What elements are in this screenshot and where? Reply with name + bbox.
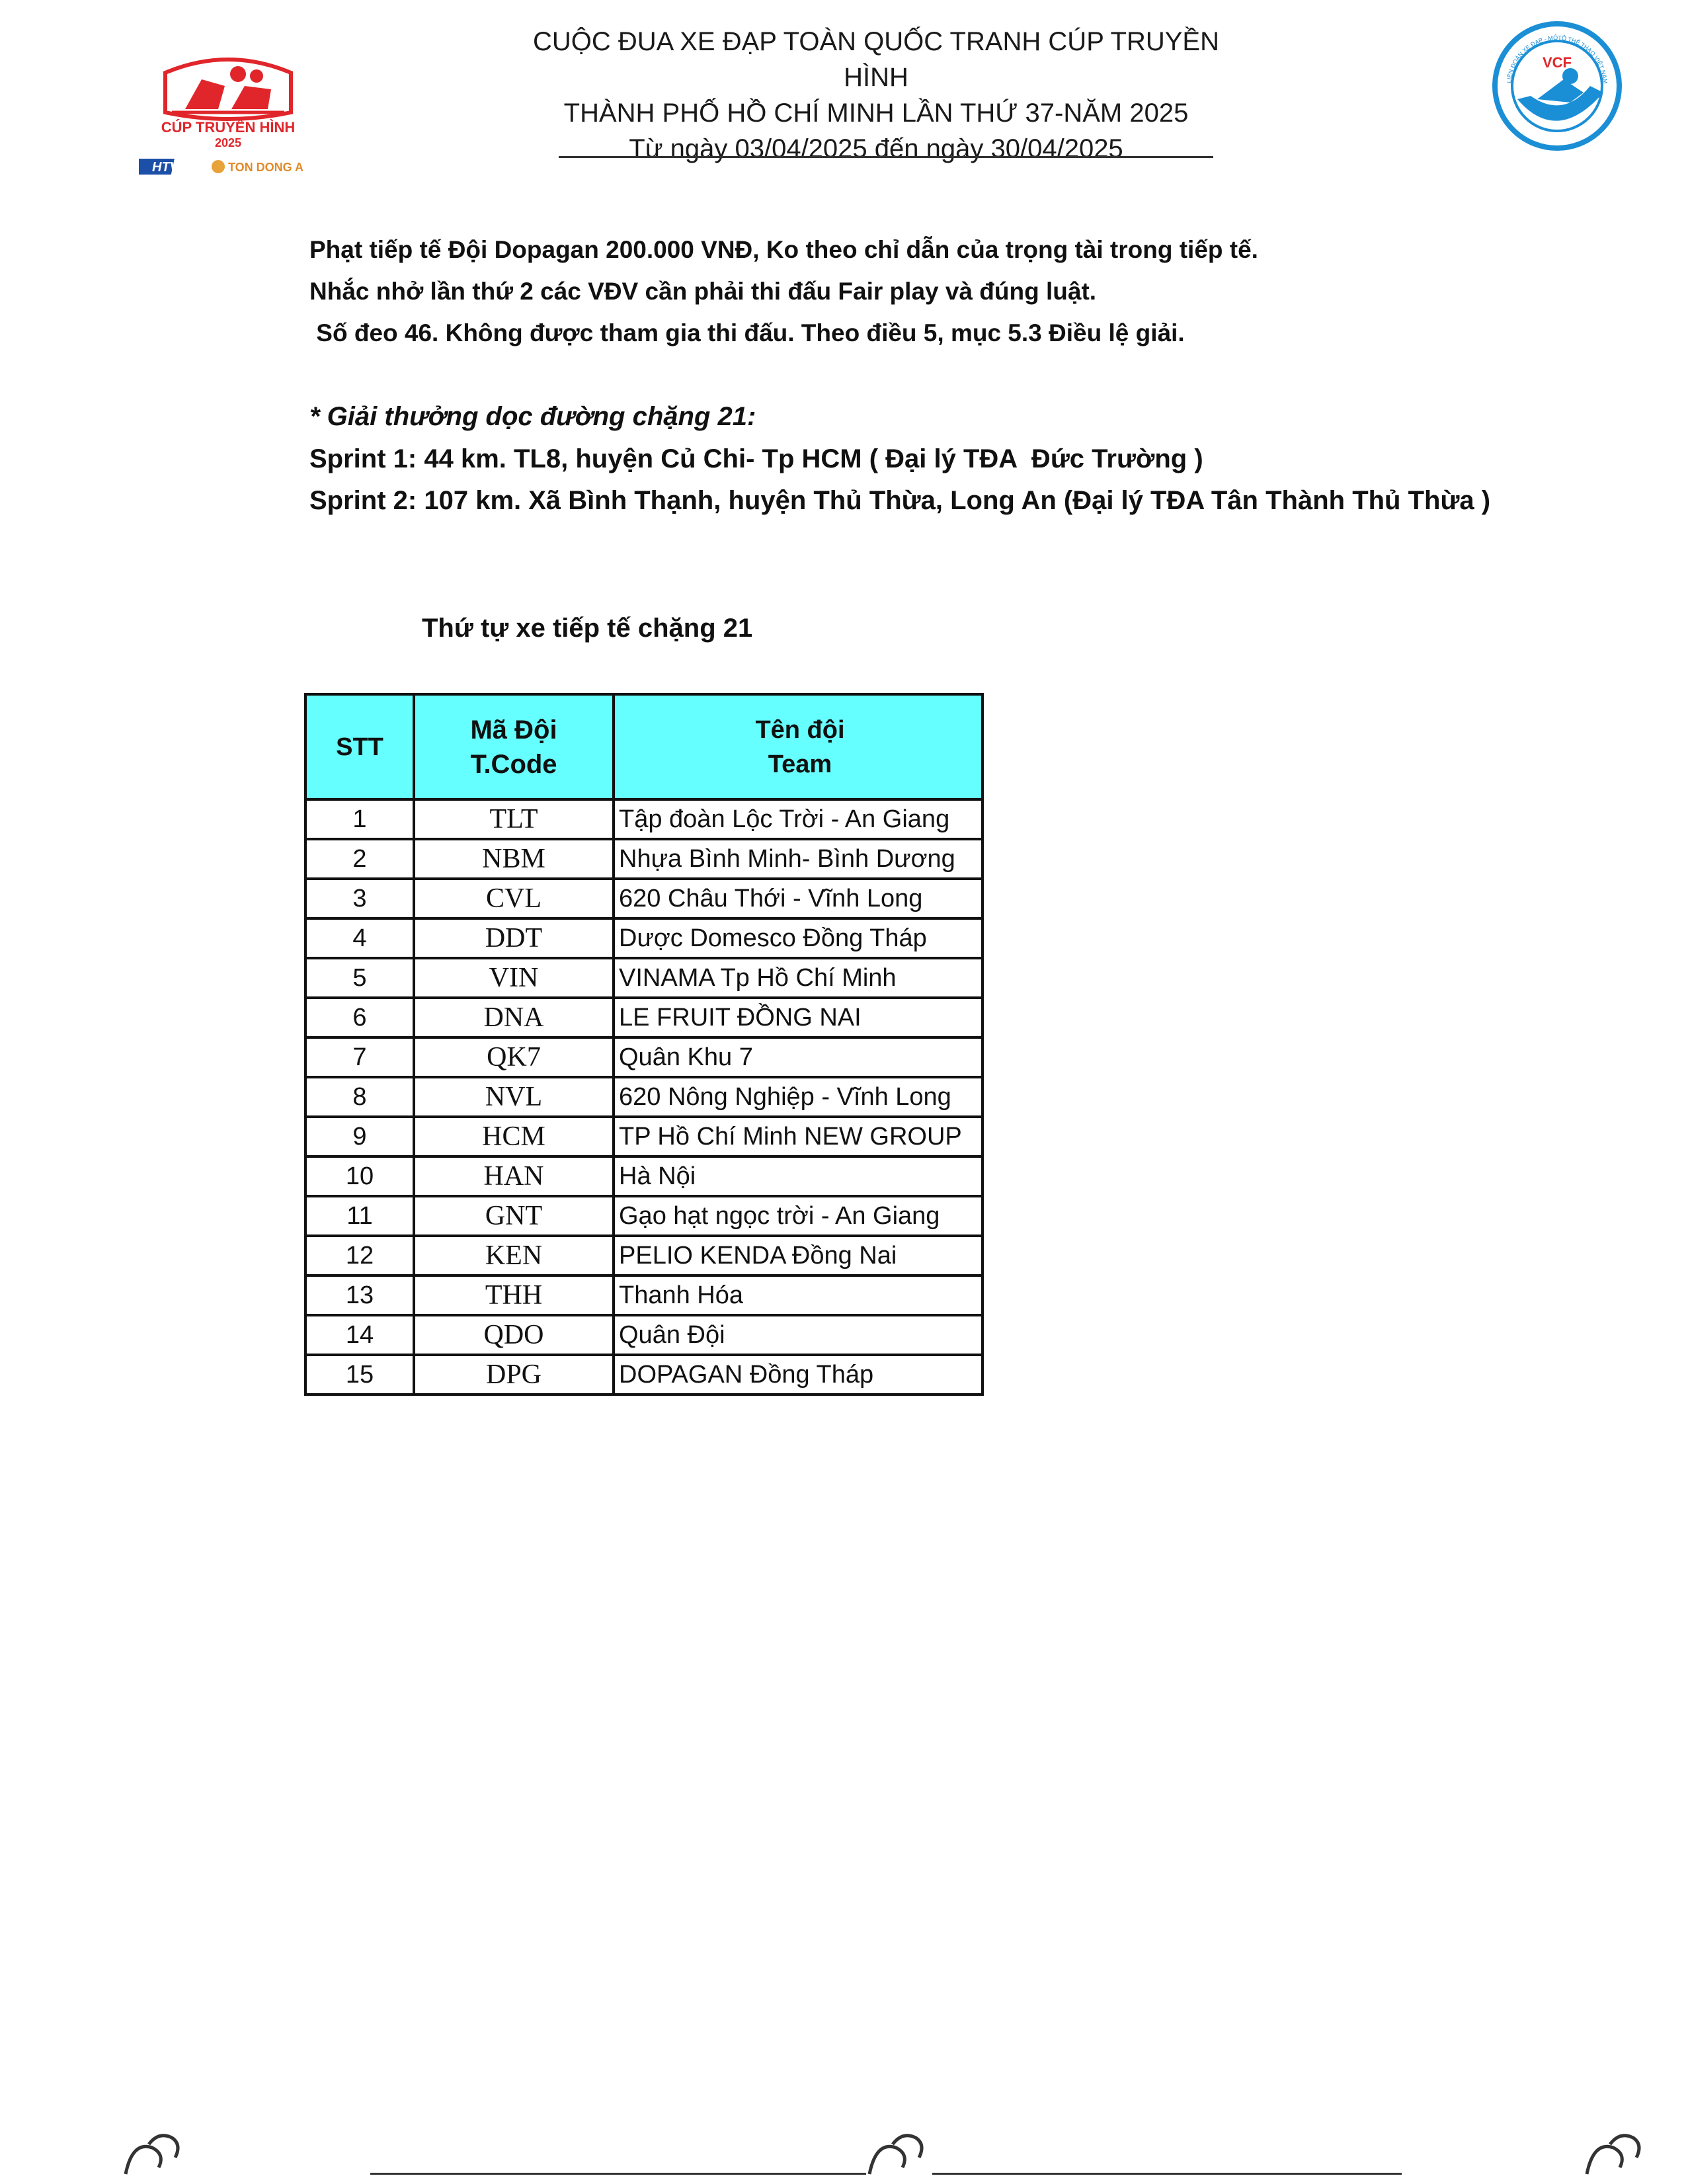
row-stt: 2 <box>305 839 414 879</box>
row-team-code: THH <box>414 1275 614 1315</box>
footer-rule-right <box>932 2173 1402 2175</box>
header-line-2: THÀNH PHỐ HỒ CHÍ MINH LẦN THỨ 37-NĂM 2025 <box>563 99 1189 128</box>
header-line-3: Từ ngày 03/04/2025 đến ngày 30/04/2025 <box>629 134 1123 163</box>
support-order-table <box>304 693 984 1396</box>
notice-bib-46: Số đeo 46. Không được tham gia thi đấu. Theo điều 5, mục 5.3 Điều lệ giải. <box>309 319 1185 346</box>
header-team-code <box>414 694 614 799</box>
header-stt: STT <box>305 694 414 799</box>
table-row <box>305 958 983 998</box>
header-team-name <box>614 694 983 799</box>
htv-logo-text: HTV <box>152 160 179 175</box>
table-row <box>305 839 983 879</box>
cyclist-mark-icon <box>119 2128 185 2181</box>
row-team-code: DPG <box>414 1355 614 1395</box>
row-stt: 7 <box>305 1037 414 1077</box>
row-team-code: QDO <box>414 1315 614 1355</box>
row-team-name: TP Hồ Chí Minh NEW GROUP <box>614 1117 983 1156</box>
row-team-code: VIN <box>414 958 614 998</box>
row-team-code: GNT <box>414 1196 614 1236</box>
table-row <box>305 799 983 839</box>
table-row <box>305 1236 983 1275</box>
cyclist-mark-icon <box>863 2128 929 2181</box>
cup-logo-title: CÚP TRUYỀN HÌNH <box>161 119 296 136</box>
row-team-name: Thanh Hóa <box>614 1275 983 1315</box>
row-team-name: PELIO KENDA Đồng Nai <box>614 1236 983 1275</box>
table-row <box>305 1275 983 1315</box>
row-team-name: DOPAGAN Đồng Tháp <box>614 1355 983 1395</box>
row-stt: 1 <box>305 799 414 839</box>
row-team-code: HAN <box>414 1156 614 1196</box>
header-team-name-vi: Tên đội <box>755 715 845 744</box>
document-header <box>516 24 1236 167</box>
row-stt: 6 <box>305 998 414 1037</box>
row-team-name: 620 Nông Nghiệp - Vĩnh Long <box>614 1077 983 1117</box>
row-team-code: TLT <box>414 799 614 839</box>
row-stt: 14 <box>305 1315 414 1355</box>
sprint-2: Sprint 2: 107 km. Xã Bình Thạnh, huyện Thủ Thừa, Long An (Đại lý TĐA Tân Thành Thủ Thừa ) <box>309 486 1491 515</box>
table-row <box>305 1196 983 1236</box>
row-stt: 5 <box>305 958 414 998</box>
row-team-name: Hà Nội <box>614 1156 983 1196</box>
sprint-1: Sprint 1: 44 km. TL8, huyện Củ Chi- Tp HCM ( Đại lý TĐA Đức Trường ) <box>309 444 1203 473</box>
table-row <box>305 879 983 918</box>
row-team-code: HCM <box>414 1117 614 1156</box>
table-header-row <box>305 694 983 799</box>
row-team-code: KEN <box>414 1236 614 1275</box>
row-team-code: NBM <box>414 839 614 879</box>
row-stt: 8 <box>305 1077 414 1117</box>
cyclist-mark-icon <box>1580 2128 1646 2181</box>
row-team-name: Gạo hạt ngọc trời - An Giang <box>614 1196 983 1236</box>
table-row <box>305 1077 983 1117</box>
row-stt: 12 <box>305 1236 414 1275</box>
row-stt: 13 <box>305 1275 414 1315</box>
header-team-code-vi: Mã Đội <box>470 715 557 745</box>
table-row <box>305 918 983 958</box>
header-line-1: CUỘC ĐUA XE ĐẠP TOÀN QUỐC TRANH CÚP TRUYỀN HÌNH <box>533 27 1219 92</box>
row-team-name: Dược Domesco Đồng Tháp <box>614 918 983 958</box>
vcf-emblem-icon <box>1491 20 1623 152</box>
header-divider <box>559 156 1213 158</box>
row-stt: 15 <box>305 1355 414 1395</box>
table-row <box>305 998 983 1037</box>
row-team-code: DNA <box>414 998 614 1037</box>
row-stt: 9 <box>305 1117 414 1156</box>
row-team-name: VINAMA Tp Hồ Chí Minh <box>614 958 983 998</box>
row-stt: 11 <box>305 1196 414 1236</box>
row-team-name: Nhựa Bình Minh- Bình Dương <box>614 839 983 879</box>
notice-penalty: Phạt tiếp tế Đội Dopagan 200.000 VNĐ, Ko theo chỉ dẫn của trọng tài trong tiếp tế. <box>309 236 1258 263</box>
cup-logo <box>139 46 317 179</box>
cup-emblem-icon <box>139 46 317 179</box>
table-body <box>305 799 983 1395</box>
vcf-logo-ring-text: LIÊN ĐOÀN XE ĐẠP - MÔTÔ THỂ THAO VIỆT NAM <box>1505 34 1609 84</box>
table-row <box>305 1355 983 1395</box>
prize-title: * Giải thưởng dọc đường chặng 21: <box>309 402 756 431</box>
support-order-title: Thứ tự xe tiếp tế chặng 21 <box>422 614 753 643</box>
row-team-name: Tập đoàn Lộc Trời - An Giang <box>614 799 983 839</box>
row-team-code: NVL <box>414 1077 614 1117</box>
table-row <box>305 1156 983 1196</box>
table-row <box>305 1315 983 1355</box>
row-team-name: Quân Khu 7 <box>614 1037 983 1077</box>
table-row <box>305 1037 983 1077</box>
row-team-code: CVL <box>414 879 614 918</box>
row-team-name: Quân Đội <box>614 1315 983 1355</box>
header-team-code-en: T.Code <box>470 749 557 779</box>
row-stt: 4 <box>305 918 414 958</box>
header-team-name-en: Team <box>768 750 832 778</box>
footer-rule-left <box>370 2173 866 2175</box>
notice-fair-play: Nhắc nhở lần thứ 2 các VĐV cần phải thi đấu Fair play và đúng luật. <box>309 278 1097 305</box>
row-team-code: DDT <box>414 918 614 958</box>
row-team-name: 620 Châu Thới - Vĩnh Long <box>614 879 983 918</box>
row-team-code: QK7 <box>414 1037 614 1077</box>
row-stt: 3 <box>305 879 414 918</box>
cup-logo-year: 2025 <box>214 136 242 149</box>
row-team-name: LE FRUIT ĐỒNG NAI <box>614 998 983 1037</box>
tondonga-logo-text: TON DONG A <box>228 161 304 174</box>
vcf-logo <box>1491 20 1623 152</box>
row-stt: 10 <box>305 1156 414 1196</box>
vcf-logo-code: VCF <box>1543 54 1572 71</box>
table-row <box>305 1117 983 1156</box>
